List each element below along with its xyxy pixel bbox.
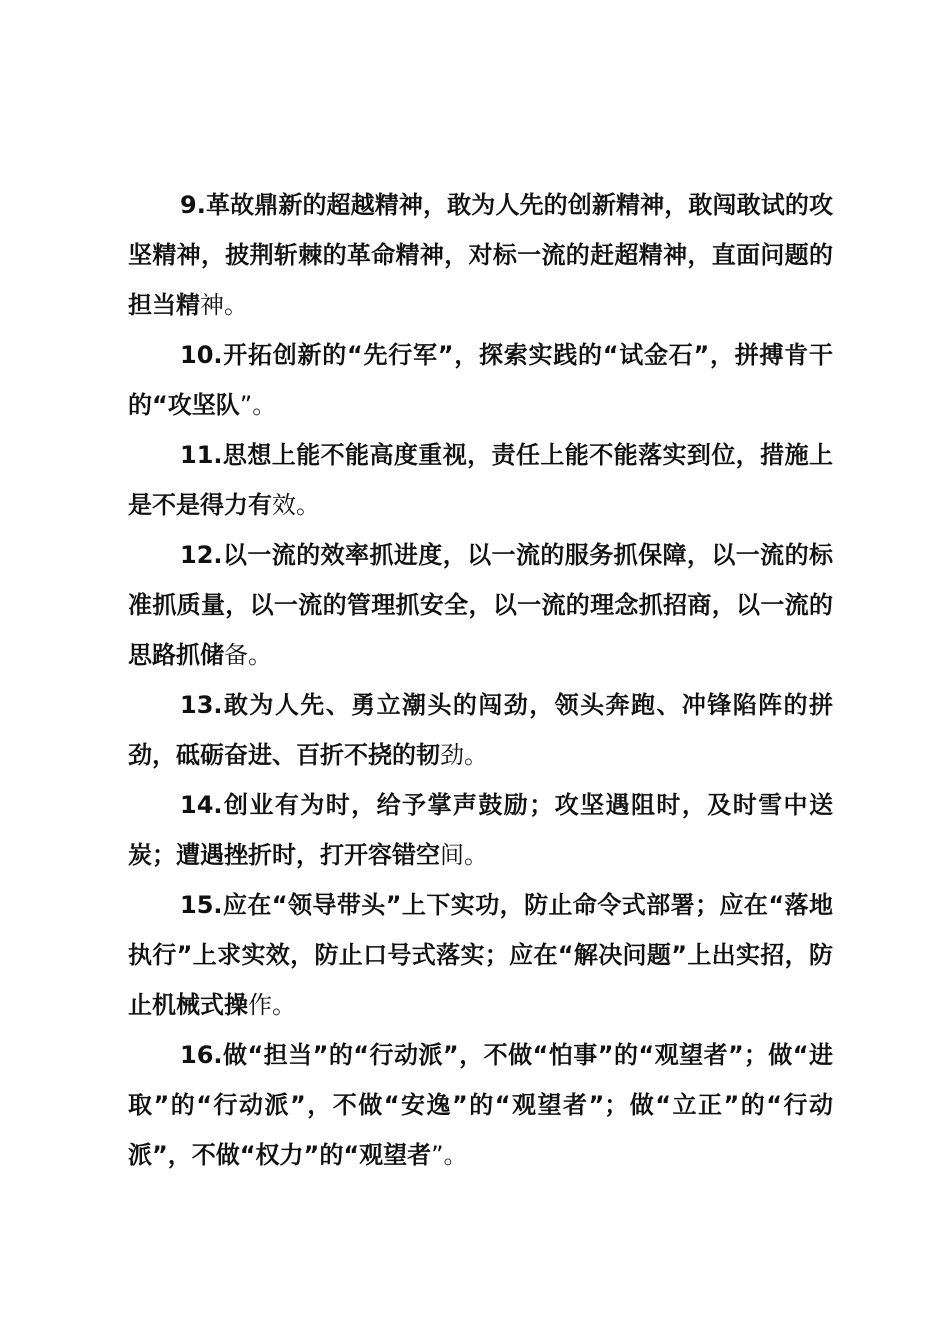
item-text: 思想上能不能高度重视，责任上能不能落实到位，措施上是不是得力有 <box>128 441 833 519</box>
list-item <box>128 330 833 430</box>
item-number: 10. <box>180 341 223 369</box>
item-text: 敢为人先、勇立潮头的闯劲，领头奔跑、冲锋陷阵的拼劲，砥砺奋进、百折不挠的韧 <box>128 691 833 769</box>
list-item <box>128 880 833 1030</box>
item-text: 革故鼎新的超越精神，敢为人先的创新精神，敢闯敢试的攻坚精神，披荆斩棘的革命精神，对标一流的赶超精神，直面问题的担当精 <box>128 191 833 319</box>
list-item <box>128 430 833 530</box>
item-text-tail: ”。 <box>431 1141 468 1169</box>
list-item <box>128 530 833 680</box>
item-text: 创业有为时，给予掌声鼓励；攻坚遇阻时，及时雪中送炭；遭遇挫折时，打开容错空 <box>128 791 833 869</box>
item-number: 14. <box>180 791 223 819</box>
item-text-tail: 间。 <box>440 841 488 869</box>
list-item <box>128 1030 833 1180</box>
item-text-tail: 劲。 <box>440 741 488 769</box>
item-text: 开拓创新的“先行军”，探索实践的“试金石”，拼搏肯干的“攻坚队 <box>128 341 833 419</box>
list-item <box>128 180 833 330</box>
item-text-tail: 神。 <box>200 291 248 319</box>
item-number: 15. <box>180 891 223 919</box>
item-text-tail: 作。 <box>248 991 296 1019</box>
item-number: 13. <box>180 691 223 719</box>
list-item <box>128 680 833 780</box>
item-text: 以一流的效率抓进度，以一流的服务抓保障，以一流的标准抓质量，以一流的管理抓安全，以一流的理念抓招商，以一流的思路抓储 <box>128 541 833 669</box>
list-item <box>128 780 833 880</box>
item-number: 11. <box>180 441 223 469</box>
item-number: 9. <box>180 191 206 219</box>
item-text-tail: 备。 <box>224 641 272 669</box>
item-number: 16. <box>180 1041 223 1069</box>
document-body <box>128 180 833 1180</box>
item-text: 应在“领导带头”上下实功，防止命令式部署；应在“落地执行”上求实效，防止口号式落实；应在“解决问题”上出实招，防止机械式操 <box>128 891 833 1019</box>
item-text-tail: 效。 <box>272 491 320 519</box>
item-text-tail: ”。 <box>239 391 277 419</box>
item-number: 12. <box>180 541 223 569</box>
item-text: 做“担当”的“行动派”，不做“怕事”的“观望者”；做“进取”的“行动派”，不做“安逸”的“观望者”；做“立正”的“行动派”，不做“权力”的“观望者 <box>128 1041 833 1169</box>
